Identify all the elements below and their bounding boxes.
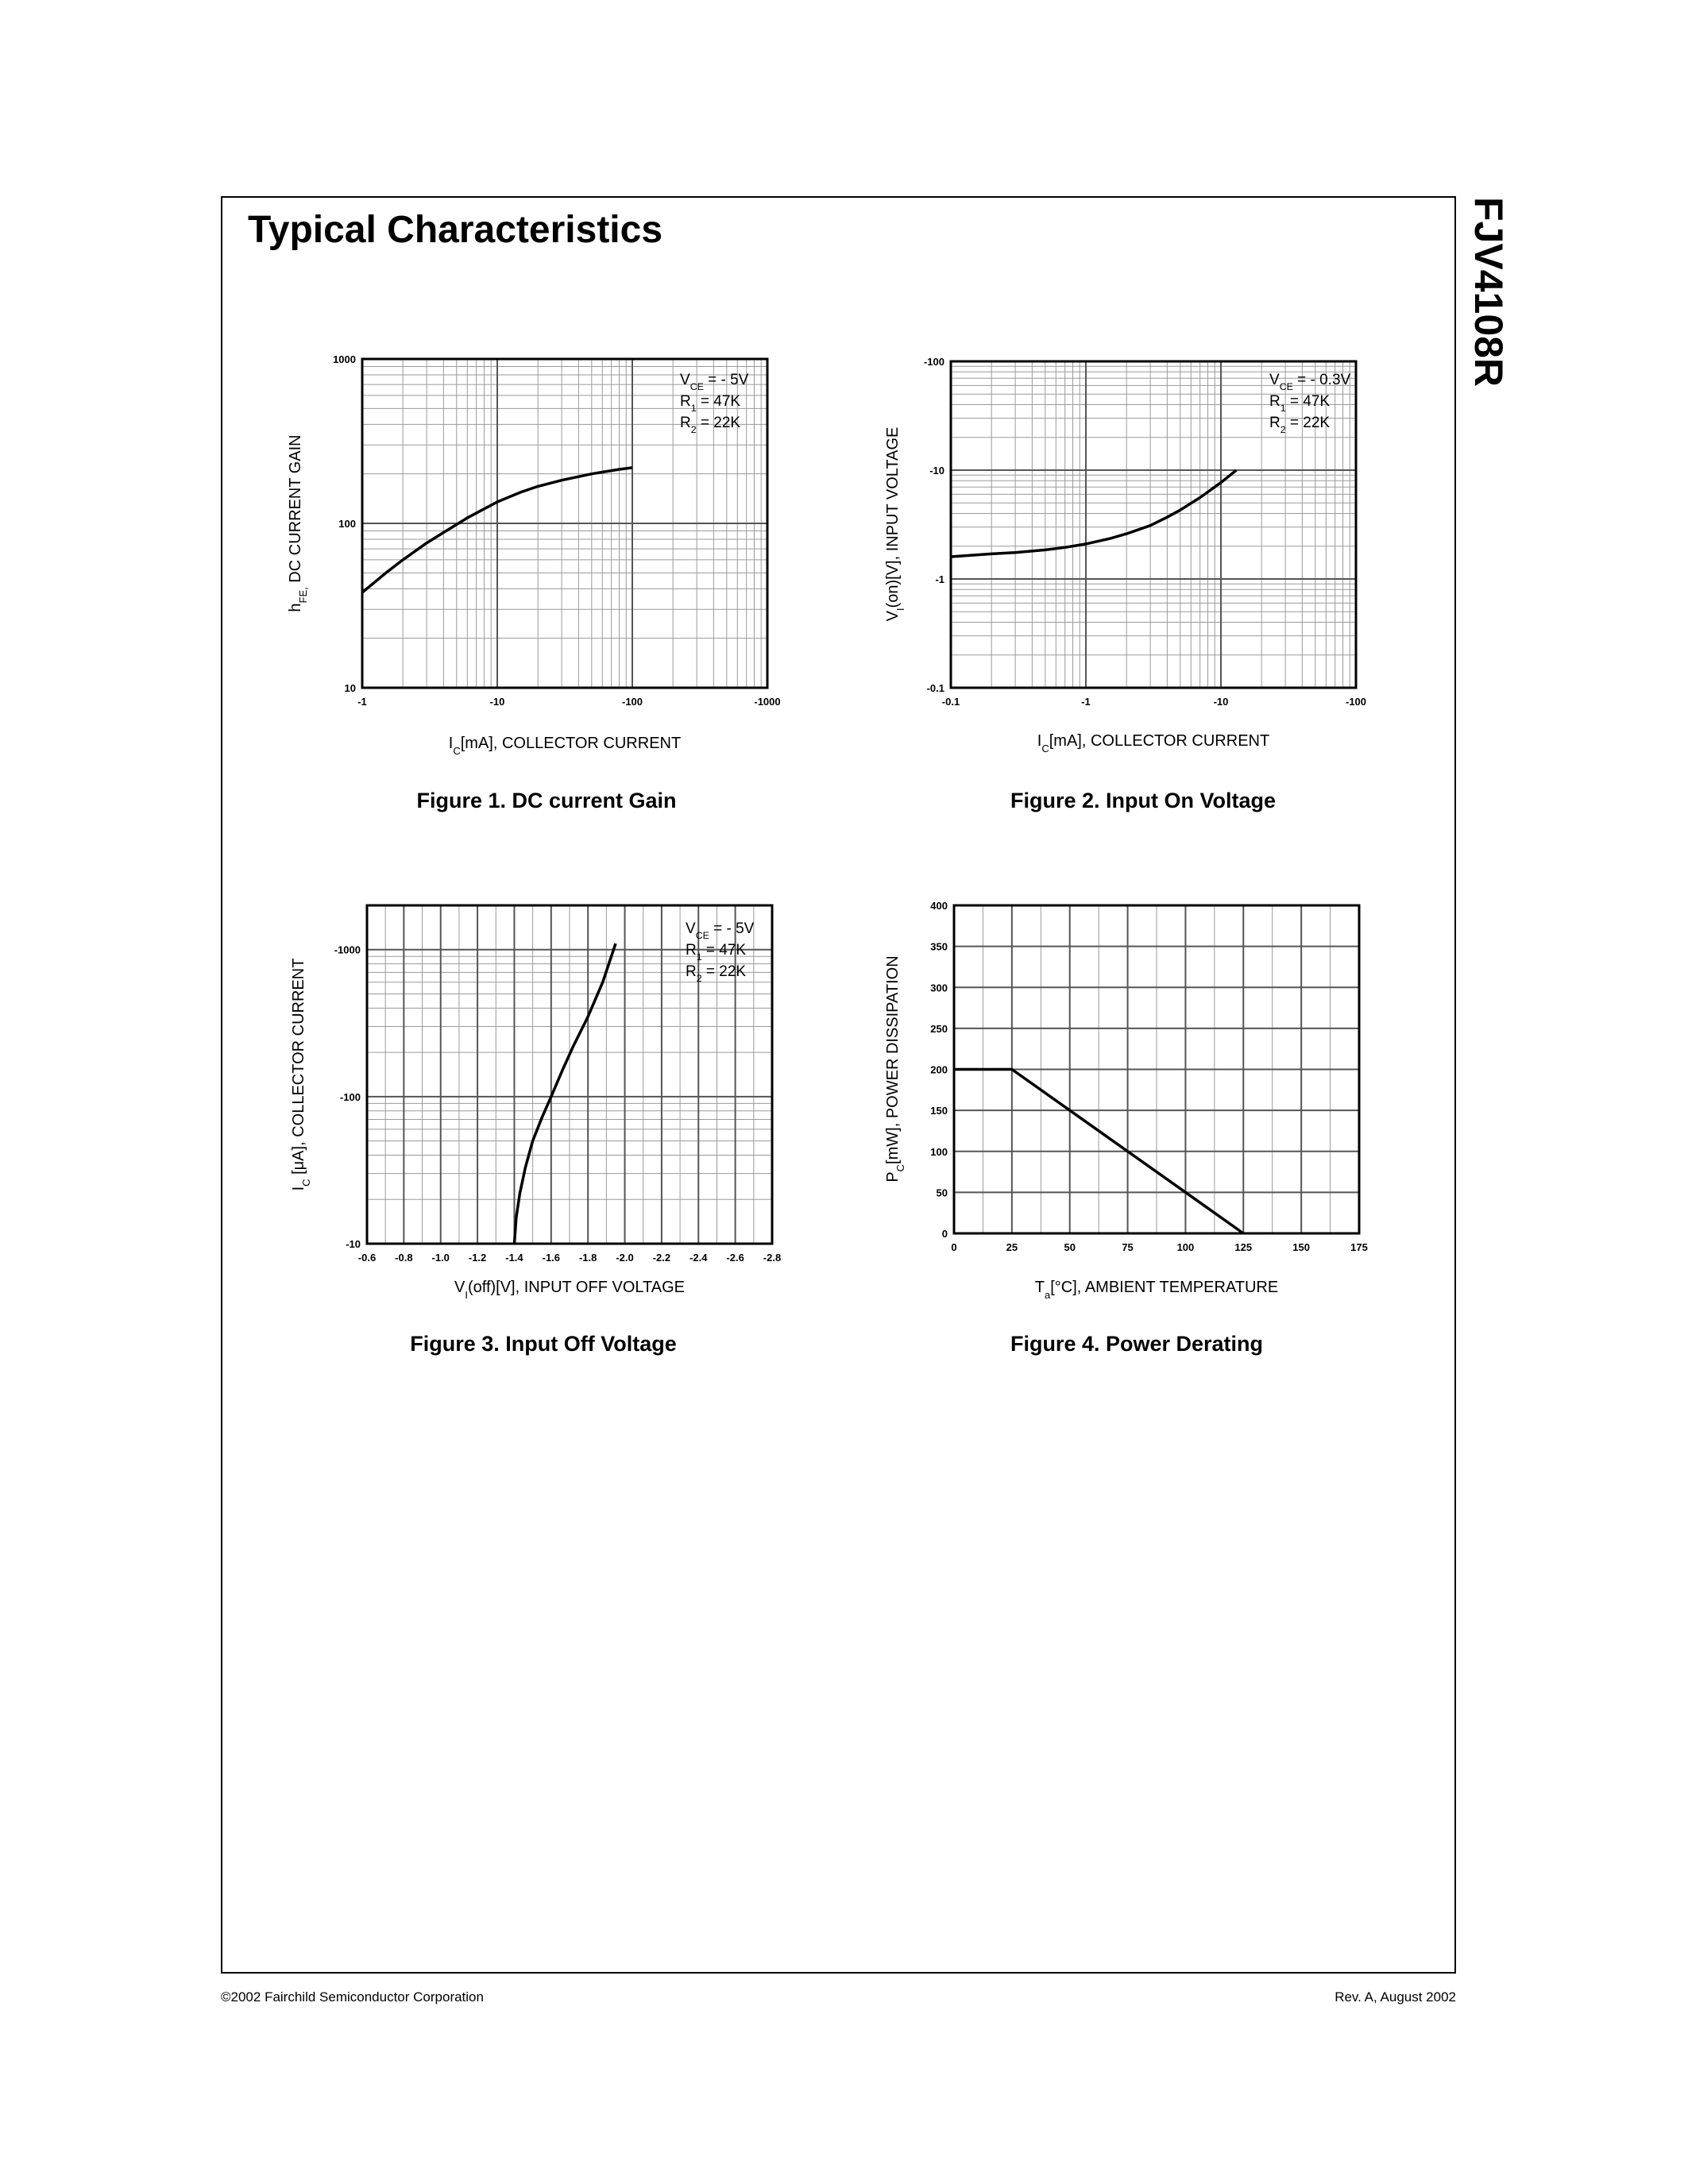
x-tick-label: -10 — [1213, 696, 1229, 708]
y-tick-label: -10 — [346, 1238, 361, 1250]
x-tick-label: -1.2 — [468, 1252, 487, 1264]
y-tick-label: 100 — [338, 518, 356, 530]
x-tick-label: -100 — [621, 696, 643, 708]
y-tick-label: 200 — [930, 1063, 948, 1076]
y-tick-label: 150 — [930, 1105, 948, 1117]
x-axis-label: $I_C[mA]$, COLLECTOR CURRENT — [448, 735, 682, 757]
x-tick-label: 0 — [951, 1241, 957, 1253]
x-tick-label: -1.8 — [578, 1252, 597, 1264]
condition-label: $R_2 = 22K$ — [686, 963, 747, 984]
page-title: Typical Characteristics — [248, 209, 663, 251]
condition-label: $R_2 = 22K$ — [680, 415, 741, 435]
x-tick-label: -1 — [1081, 696, 1091, 708]
y-tick-label: -100 — [339, 1090, 361, 1103]
series-line — [515, 943, 616, 1244]
figure-2-caption: Figure 2. Input On Voltage — [1010, 789, 1276, 812]
y-tick-label: 350 — [930, 940, 948, 953]
x-tick-label: -0.1 — [941, 696, 960, 708]
condition-label: $V_{CE}$ = - 5V — [686, 920, 755, 941]
condition-label: $R_1 = 47K$ — [680, 393, 741, 414]
y-tick-label: 1000 — [333, 353, 356, 365]
figure-4-caption: Figure 4. Power Derating — [1010, 1332, 1264, 1356]
x-axis-label: $I_C[mA]$, COLLECTOR CURRENT — [1037, 732, 1270, 754]
x-tick-label: -1.6 — [542, 1252, 561, 1264]
x-tick-label: -1.4 — [505, 1252, 523, 1264]
x-tick-label: 100 — [1176, 1241, 1195, 1253]
x-tick-label: -1000 — [754, 696, 781, 708]
y-tick-label: 300 — [930, 982, 948, 994]
chart-3 — [290, 905, 781, 1301]
x-tick-label: -2.8 — [763, 1252, 782, 1264]
chart-1 — [287, 353, 781, 757]
chart-2 — [884, 356, 1366, 754]
y-tick-label: 250 — [930, 1022, 948, 1035]
part-number-text: FJV4108R — [1466, 197, 1511, 388]
y-tick-label: -0.1 — [926, 682, 944, 694]
x-tick-label: 25 — [1006, 1241, 1018, 1253]
y-tick-label: 400 — [930, 900, 948, 912]
footer-copyright: ©2002 Fairchild Semiconductor Corporation — [221, 1989, 484, 2005]
condition-label: $R_1 = 47K$ — [1269, 393, 1331, 414]
condition-label: $R_2 = 22K$ — [1269, 415, 1331, 435]
x-axis-label: $T_a[^\circ C]$, AMBIENT TEMPERATURE — [1034, 1279, 1279, 1301]
x-tick-label: -2.4 — [689, 1252, 708, 1264]
condition-label: $R_1 = 47K$ — [686, 942, 747, 963]
x-tick-label: 75 — [1122, 1241, 1134, 1253]
y-axis-label: $V_I(on)[V]$, INPUT VOLTAGE — [884, 426, 906, 622]
x-tick-label: -100 — [1345, 696, 1367, 708]
y-tick-label: 0 — [941, 1228, 948, 1240]
y-axis-label: $I_C$ [μA], COLLECTOR CURRENT — [290, 958, 312, 1191]
x-tick-label: -0.8 — [395, 1252, 413, 1264]
footer-revision: Rev. A, August 2002 — [1335, 1989, 1456, 2005]
x-tick-label: 125 — [1234, 1241, 1253, 1253]
x-tick-label: -2.6 — [726, 1252, 744, 1264]
x-tick-label: -2.2 — [652, 1252, 671, 1264]
y-tick-label: 100 — [930, 1145, 948, 1158]
x-tick-label: -0.6 — [357, 1252, 377, 1264]
x-tick-label: 50 — [1064, 1241, 1076, 1253]
x-tick-label: -1.0 — [431, 1252, 450, 1264]
x-tick-label: -1 — [357, 696, 367, 708]
y-tick-label: 50 — [936, 1187, 948, 1199]
y-tick-label: -1 — [935, 573, 944, 585]
y-tick-label: -10 — [929, 465, 944, 477]
x-tick-label: 175 — [1350, 1241, 1368, 1253]
x-tick-label: -10 — [489, 696, 505, 708]
x-tick-label: -2.0 — [616, 1252, 634, 1264]
y-tick-label: 10 — [344, 682, 356, 694]
chart-4 — [884, 900, 1368, 1301]
x-axis-label: $V_I(off)[V]$, INPUT OFF VOLTAGE — [454, 1279, 685, 1301]
y-axis-label: $P_C[mW]$, POWER DISSIPATION — [884, 955, 906, 1183]
x-tick-label: 150 — [1292, 1241, 1310, 1253]
y-axis-label: $h_{FE,}$ DC CURRENT GAIN — [287, 434, 309, 612]
condition-label: $V_{CE}$ = - 5V — [680, 372, 749, 392]
figure-3-caption: Figure 3. Input Off Voltage — [410, 1332, 677, 1356]
y-tick-label: -1000 — [334, 943, 361, 956]
figure-1-caption: Figure 1. DC current Gain — [416, 789, 677, 812]
condition-label: $V_{CE}$ = - 0.3V — [1269, 372, 1351, 392]
y-tick-label: -100 — [923, 356, 944, 368]
